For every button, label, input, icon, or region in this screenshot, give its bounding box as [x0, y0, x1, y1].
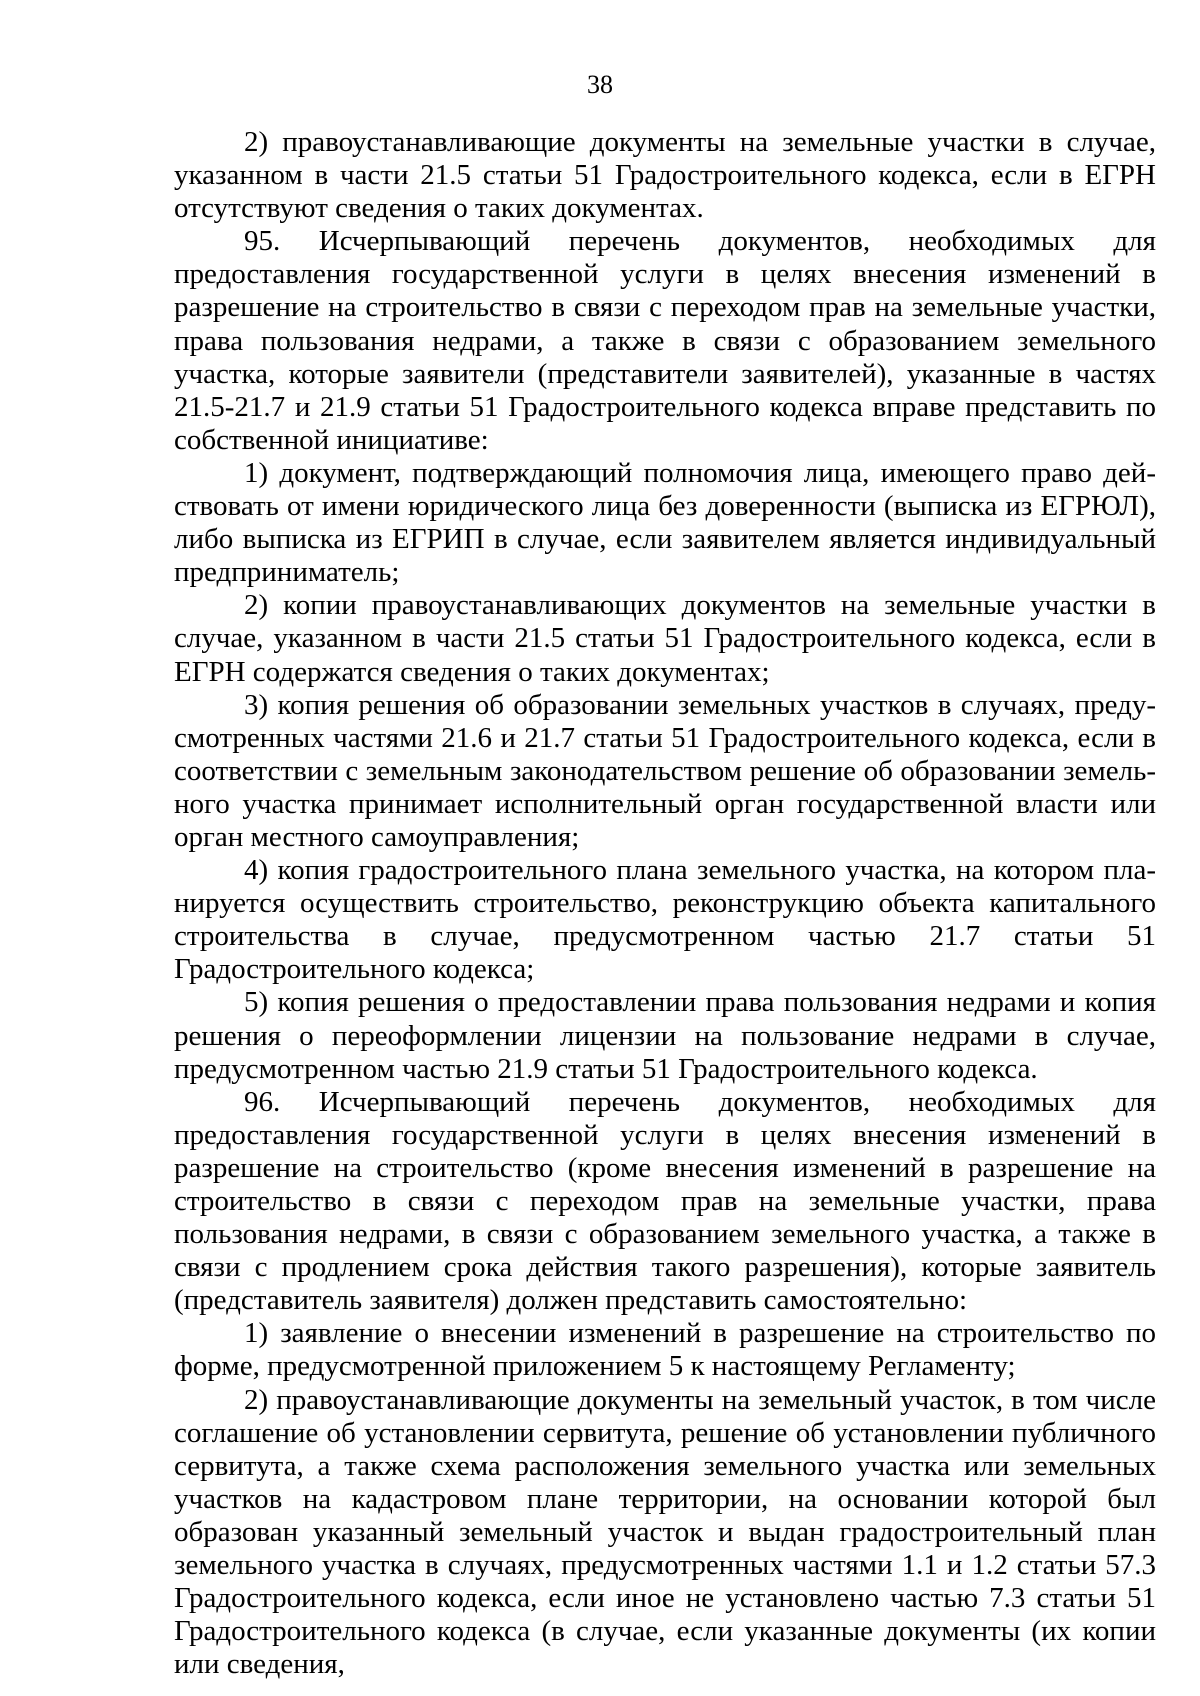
paragraph-95-item-2: 2) копии правоустанавливающих документов на земельные участки в случае, указанном в части 21.5 статьи 51 Градостроительного кодекса, если в ЕГРН содержатся сведения о таких документах;: [174, 589, 1156, 688]
paragraph-95-item-5: 5) копия решения о предоставлении права пользования недрами и копия решения о переоформлении лицензии на пользование недрами в случае, предусмотренном частью 21.9 статьи 51 Градостроительного кодекса.: [174, 986, 1156, 1085]
document-body: [174, 126, 1156, 1681]
page-number: 38: [587, 70, 613, 99]
paragraph-95-item-4: 4) копия градостроительного плана земельного участка, на котором планируется осуществить строительство, реконструкцию объекта капитального строительства в случае, предусмотренном частью 21.7 статьи 51 Градостроительного кодекса;: [174, 854, 1156, 986]
paragraph-96: 96. Исчерпывающий перечень документов, необходимых для предоставления государственной услуги в целях внесения изменений в разрешение на строительство (кроме внесения изменений в разрешение на строительство в связи с переходом прав на земельные участки, права пользования недрами, в связи с образованием земельного участка, а также в связи с продлением срока действия такого разрешения), которые заявитель (представитель заявителя) должен представить самостоятельно:: [174, 1085, 1156, 1317]
paragraph-item-2-title-documents: 2) правоустанавливающие документы на земельные участки в случае, указанном в части 21.5 статьи 51 Градостроительного кодекса, если в ЕГРН отсутствуют сведения о таких документах.: [174, 126, 1156, 225]
paragraph-95: 95. Исчерпывающий перечень документов, необходимых для предоставления государственной услуги в целях внесения изменений в разрешение на строительство в связи с переходом прав на земельные участки, права пользования недрами, а также в связи с образованием земельного участка, которые заявители (представители заявителей), указанные в частях 21.5-21.7 и 21.9 статьи 51 Градостроительного кодекса вправе представить по собственной инициативе:: [174, 225, 1156, 456]
paragraph-95-item-3: 3) копия решения об образовании земельных участков в случаях, предусмотренных частями 21.6 и 21.7 статьи 51 Градостроительного кодекса, если в соответствии с земельным законодательством решение об образовании земельного участка принимает исполнительный орган государственной власти или орган местного самоуправления;: [174, 688, 1156, 853]
paragraph-95-item-1: 1) документ, подтверждающий полномочия лица, имеющего право действовать от имени юридического лица без доверенности (выписка из ЕГРЮЛ), либо выписка из ЕГРИП в случае, если заявителем является индивидуальный предприниматель;: [174, 456, 1156, 589]
paragraph-96-item-1: 1) заявление о внесении изменений в разрешение на строительство по форме, предусмотренной приложением 5 к настоящему Регламенту;: [174, 1317, 1156, 1383]
paragraph-96-item-2: 2) правоустанавливающие документы на земельный участок, в том числе соглашение об установлении сервитута, решение об установлении публичного сервитута, а также схема расположения земельного участка или земельных участков на кадастровом плане территории, на основании которой был образован указанный земельный участок и выдан градостроительный план земельного участка в случаях, предусмотренных частями 1.1 и 1.2 статьи 57.3 Градостроительного кодекса, если иное не установлено частью 7.3 статьи 51 Градостроительного кодекса (в случае, если указанные документы (их копии или сведения,: [174, 1383, 1156, 1681]
